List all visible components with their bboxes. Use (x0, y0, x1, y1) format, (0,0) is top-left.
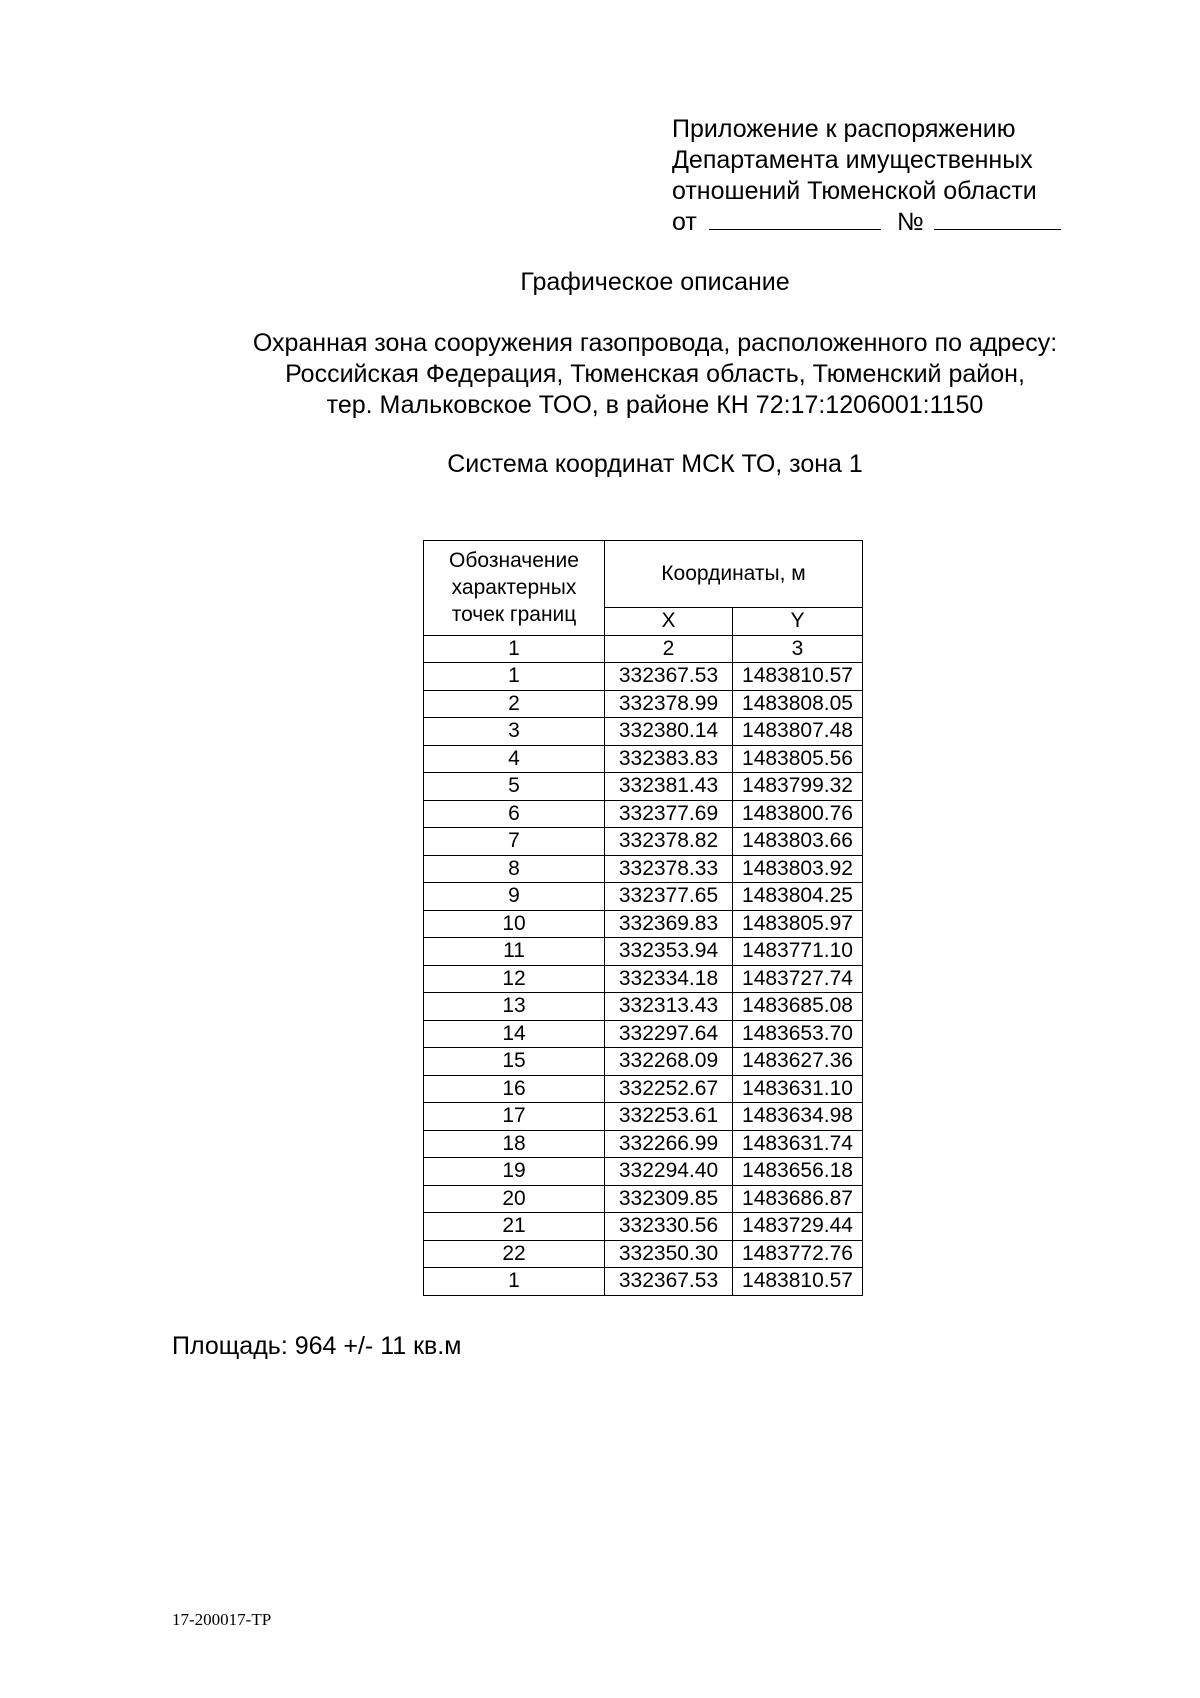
table-row (424, 690, 863, 718)
y-coordinate-cell: 1483804.25 (733, 883, 863, 911)
y-coordinate-cell: 1483772.76 (733, 1240, 863, 1268)
point-number-cell: 6 (424, 800, 605, 828)
table-row (424, 663, 863, 691)
y-coordinate-cell: 1483656.18 (733, 1158, 863, 1186)
table-header-row (424, 541, 863, 608)
x-coordinate-cell: 332313.43 (605, 993, 733, 1021)
point-number-cell: 18 (424, 1130, 605, 1158)
table-row (424, 1240, 863, 1268)
zone-address (0, 328, 1200, 421)
table-row (424, 993, 863, 1021)
x-coordinate-cell: 332378.82 (605, 828, 733, 856)
x-coordinate-cell: 332334.18 (605, 965, 733, 993)
y-coordinate-cell: 1483627.36 (733, 1048, 863, 1076)
column-number-row (424, 635, 863, 663)
point-number-cell: 15 (424, 1048, 605, 1076)
y-coordinate-cell: 1483810.57 (733, 1268, 863, 1296)
x-coordinate-cell: 332377.65 (605, 883, 733, 911)
point-number-cell: 22 (424, 1240, 605, 1268)
y-coordinate-cell: 1483634.98 (733, 1103, 863, 1131)
x-coordinate-cell: 332367.53 (605, 1268, 733, 1296)
coordinate-system: Система координат МСК ТО, зона 1 (447, 450, 863, 478)
y-coordinate-cell: 1483653.70 (733, 1020, 863, 1048)
x-coordinate-cell: 332378.99 (605, 690, 733, 718)
table-row (424, 1158, 863, 1186)
address-line: тер. Мальковское ТОО, в районе КН 72:17:1206001:1150 (326, 391, 984, 419)
y-coordinate-cell: 1483808.05 (733, 690, 863, 718)
y-coordinate-cell: 1483686.87 (733, 1185, 863, 1213)
point-number-cell: 21 (424, 1213, 605, 1241)
table-row (424, 1020, 863, 1048)
y-coordinate-cell: 1483807.48 (733, 718, 863, 746)
approval-block (672, 114, 1061, 238)
approval-date-number-line (672, 207, 1061, 238)
point-number-cell: 10 (424, 910, 605, 938)
table-row (424, 1185, 863, 1213)
y-coordinate-cell: 1483771.10 (733, 938, 863, 966)
y-coordinate-cell: 1483803.92 (733, 855, 863, 883)
point-number-cell: 14 (424, 1020, 605, 1048)
table-row (424, 1075, 863, 1103)
header-y: Y (733, 608, 863, 636)
table-row (424, 718, 863, 746)
point-number-cell: 1 (424, 663, 605, 691)
point-number-cell: 20 (424, 1185, 605, 1213)
point-number-cell: 2 (424, 690, 605, 718)
point-number-cell: 9 (424, 883, 605, 911)
approval-line: Департамента имущественных (672, 146, 1033, 174)
column-number: 3 (733, 635, 863, 663)
y-coordinate-cell: 1483631.10 (733, 1075, 863, 1103)
point-number-cell: 12 (424, 965, 605, 993)
point-number-cell: 13 (424, 993, 605, 1021)
x-coordinate-cell: 332330.56 (605, 1213, 733, 1241)
y-coordinate-cell: 1483631.74 (733, 1130, 863, 1158)
table-row (424, 1048, 863, 1076)
x-coordinate-cell: 332367.53 (605, 663, 733, 691)
point-number-cell: 19 (424, 1158, 605, 1186)
number-label: № (896, 208, 924, 236)
header-coordinates: Координаты, м (605, 541, 863, 608)
document-code: 17-200017-ТР (172, 1610, 272, 1629)
point-number-cell: 5 (424, 773, 605, 801)
address-line: Охранная зона сооружения газопровода, расположенного по адресу: (252, 329, 1058, 357)
table-row (424, 855, 863, 883)
address-line: Российская Федерация, Тюменская область, Тюменский район, (285, 360, 1025, 388)
x-coordinate-cell: 332369.83 (605, 910, 733, 938)
table-row (424, 1213, 863, 1241)
date-blank-field (709, 207, 881, 230)
point-number-cell: 7 (424, 828, 605, 856)
y-coordinate-cell: 1483805.56 (733, 745, 863, 773)
table-row (424, 773, 863, 801)
x-coordinate-cell: 332383.83 (605, 745, 733, 773)
x-coordinate-cell: 332266.99 (605, 1130, 733, 1158)
number-blank-field (934, 207, 1061, 230)
table-row (424, 1103, 863, 1131)
y-coordinate-cell: 1483729.44 (733, 1213, 863, 1241)
point-number-cell: 3 (424, 718, 605, 746)
x-coordinate-cell: 332294.40 (605, 1158, 733, 1186)
coordinates-table (423, 540, 863, 1296)
point-number-cell: 17 (424, 1103, 605, 1131)
table-row (424, 828, 863, 856)
table-row (424, 1130, 863, 1158)
document-title: Графическое описание (520, 268, 790, 296)
approval-line: Приложение к распоряжению (672, 115, 1016, 143)
y-coordinate-cell: 1483727.74 (733, 965, 863, 993)
table-row (424, 965, 863, 993)
x-coordinate-cell: 332268.09 (605, 1048, 733, 1076)
point-number-cell: 4 (424, 745, 605, 773)
point-number-cell: 11 (424, 938, 605, 966)
x-coordinate-cell: 332353.94 (605, 938, 733, 966)
y-coordinate-cell: 1483685.08 (733, 993, 863, 1021)
x-coordinate-cell: 332380.14 (605, 718, 733, 746)
table-row (424, 745, 863, 773)
y-coordinate-cell: 1483803.66 (733, 828, 863, 856)
x-coordinate-cell: 332381.43 (605, 773, 733, 801)
y-coordinate-cell: 1483810.57 (733, 663, 863, 691)
header-points: Обозначение характерных точек границ (424, 541, 605, 636)
table-row (424, 910, 863, 938)
table-row (424, 938, 863, 966)
point-number-cell: 1 (424, 1268, 605, 1296)
column-number: 2 (605, 635, 733, 663)
point-number-cell: 16 (424, 1075, 605, 1103)
x-coordinate-cell: 332297.64 (605, 1020, 733, 1048)
approval-line: отношений Тюменской области (672, 177, 1037, 205)
area-value: Площадь: 964 +/- 11 кв.м (172, 1332, 462, 1360)
x-coordinate-cell: 332253.61 (605, 1103, 733, 1131)
x-coordinate-cell: 332378.33 (605, 855, 733, 883)
y-coordinate-cell: 1483805.97 (733, 910, 863, 938)
x-coordinate-cell: 332350.30 (605, 1240, 733, 1268)
x-coordinate-cell: 332377.69 (605, 800, 733, 828)
table-row (424, 883, 863, 911)
x-coordinate-cell: 332252.67 (605, 1075, 733, 1103)
point-number-cell: 8 (424, 855, 605, 883)
table-row (424, 800, 863, 828)
header-x: X (605, 608, 733, 636)
y-coordinate-cell: 1483799.32 (733, 773, 863, 801)
x-coordinate-cell: 332309.85 (605, 1185, 733, 1213)
column-number: 1 (424, 635, 605, 663)
table-row (424, 1268, 863, 1296)
from-label: от (672, 208, 697, 236)
y-coordinate-cell: 1483800.76 (733, 800, 863, 828)
